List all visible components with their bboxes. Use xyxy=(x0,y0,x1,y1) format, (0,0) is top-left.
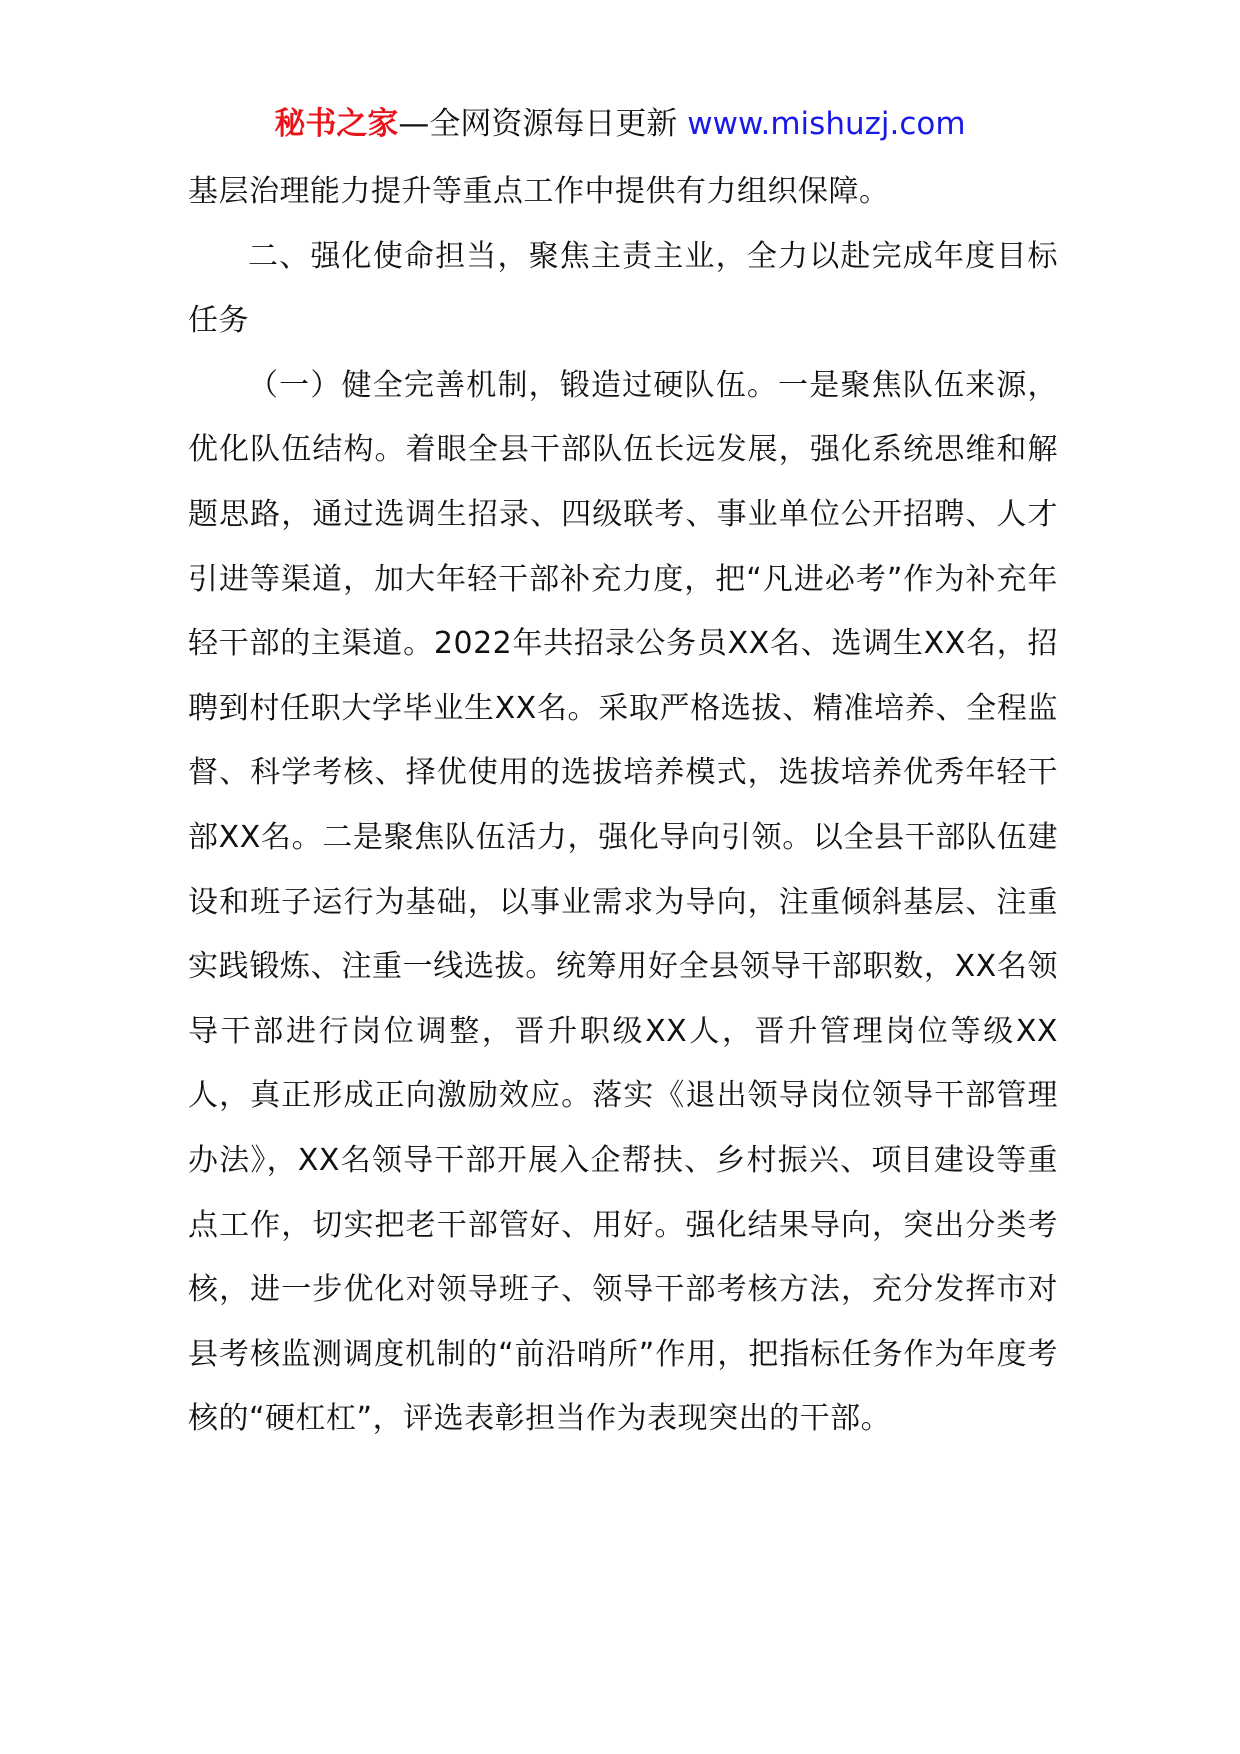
site-url: www.mishuzj.com xyxy=(687,106,966,142)
brand-name: 秘书之家 xyxy=(274,106,399,142)
paragraph-body: （一）健全完善机制，锻造过硬队伍。一是聚焦队伍来源，优化队伍结构。着眼全县干部队伍长远发展，强化系统思维和解题思路，通过选调生招录、四级联考、事业单位公开招聘、人才引进等渠道，加大年轻干部补充力度，把“凡进必考”作为补充年轻干部的主渠道。2022年共招录公务员XX名、选调生XX名，招聘到村任职大学毕业生XX名。采取严格选拔、精准培养、全程监督、科学考核、择优使用的选拔培养模式，选拔培养优秀年轻干部XX名。二是聚焦队伍活力，强化导向引领。以全县干部队伍建设和班子运行为基础，以事业需求为导向，注重倾斜基层、注重实践锻炼、注重一线选拔。统筹用好全县领导干部职数，XX名领导干部进行岗位调整，晋升职级XX人，晋升管理岗位等级XX人，真正形成正向激励效应。落实《退出领导岗位领导干部管理办法》，XX名领导干部开展入企帮扶、乡村振兴、项目建设等重点工作，切实把老干部管好、用好。强化结果导向，突出分类考核，进一步优化对领导班子、领导干部考核方法，充分发挥市对县考核监测调度机制的“前沿哨所”作用，把指标任务作为年度考核的“硬杠杠”，评选表彰担当作为表现突出的干部。 xyxy=(188,367,1058,1437)
header-slogan: —全网资源每日更新 xyxy=(398,106,688,142)
document-body xyxy=(188,160,1058,1452)
paragraph-continuation: 基层治理能力提升等重点工作中提供有力组织保障。 xyxy=(188,174,890,209)
section-heading: 二、强化使命担当，聚焦主责主业，全力以赴完成年度目标任务 xyxy=(188,238,1058,339)
page-header xyxy=(0,100,1240,148)
